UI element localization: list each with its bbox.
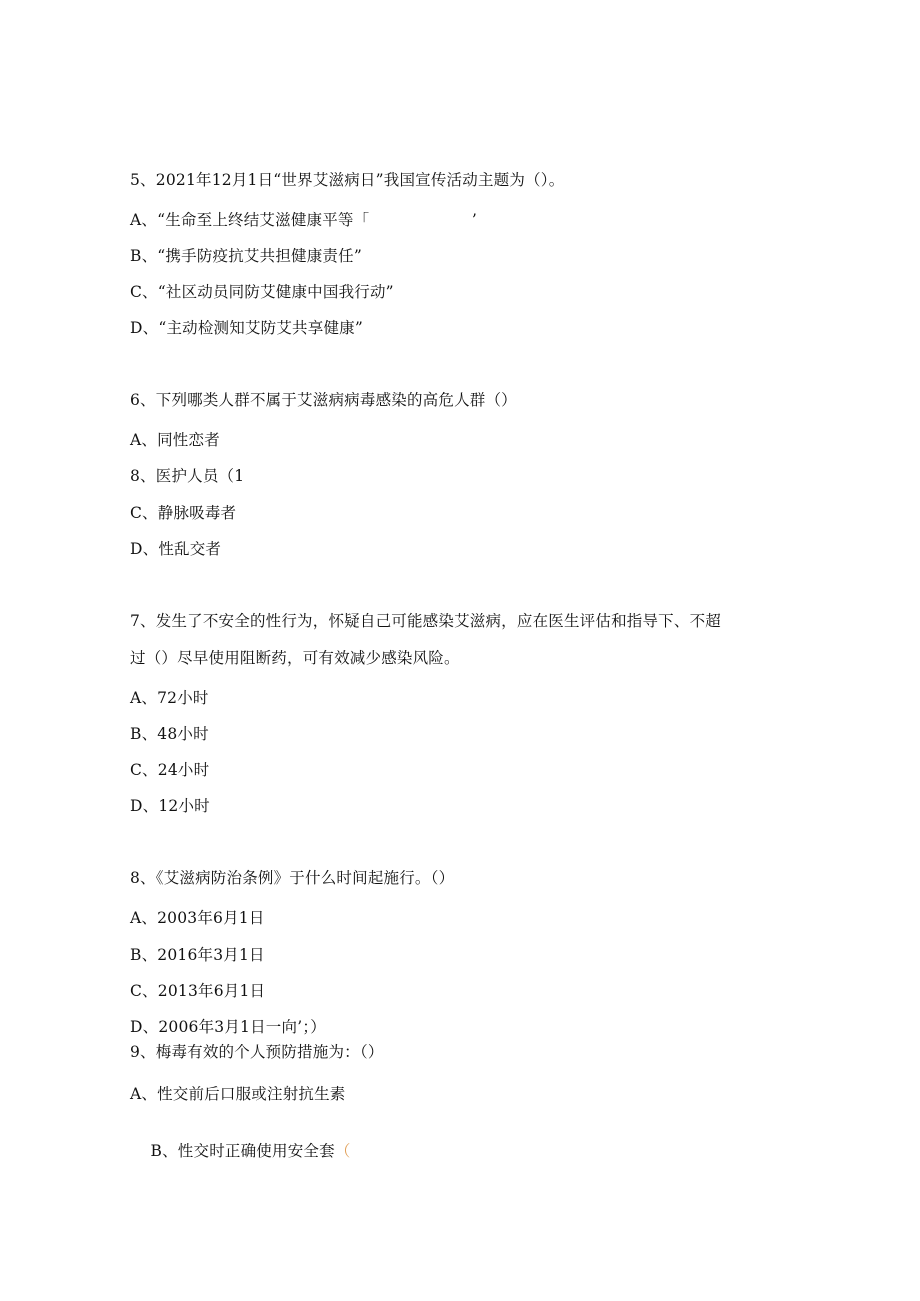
question-9-option-a: A、性交前后口服或注射抗生素 bbox=[130, 1085, 346, 1103]
question-7-stem-line-2: 过（）尽早使用阻断药，可有效减少感染风险。 bbox=[130, 649, 460, 667]
question-5-option-a: A、“生命至上终结艾滋健康平等「 ’ bbox=[130, 211, 477, 229]
question-7-option-a: A、72小时 bbox=[130, 689, 209, 707]
question-8-option-a: A、2003年6月1日 bbox=[130, 909, 265, 927]
trailing-mark: （ bbox=[334, 1142, 351, 1160]
question-7-option-c: C、24小时 bbox=[130, 761, 210, 779]
question-5-option-d: D、“主动检测知艾防艾共享健康” bbox=[130, 319, 363, 337]
question-6-stem: 6、下列哪类人群不属于艾滋病病毒感染的高危人群（） bbox=[130, 391, 517, 409]
question-5-option-b: B、“携手防疫抗艾共担健康责任” bbox=[130, 247, 362, 265]
question-6-option-b: 8、医护人员（1 bbox=[130, 467, 245, 485]
question-6-option-c: C、静脉吸毒者 bbox=[130, 504, 237, 522]
question-9-option-b: B、性交时正确使用安全套 bbox=[150, 1142, 335, 1160]
question-7-stem-line-1: 7、发生了不安全的性行为，怀疑自己可能感染艾滋病，应在医生评估和指导下、不超 bbox=[130, 612, 721, 630]
question-8-option-b: B、2016年3月1日 bbox=[130, 946, 265, 964]
question-8-stem: 8、《艾滋病防治条例》于什么时间起施行。（） bbox=[130, 869, 455, 887]
question-7-option-d: D、12小时 bbox=[130, 797, 210, 815]
question-8-option-c: C、2013年6月1日 bbox=[130, 982, 266, 1000]
question-5-option-c: C、“社区动员同防艾健康中国我行动” bbox=[130, 283, 394, 301]
question-6-option-d: D、性乱交者 bbox=[130, 540, 222, 558]
question-9-stem: 9、梅毒有效的个人预防措施为：（） bbox=[130, 1043, 384, 1061]
question-7-option-b: B、48小时 bbox=[130, 725, 209, 743]
question-6-option-a: A、同性恋者 bbox=[130, 431, 220, 449]
question-9-option-b-row bbox=[130, 1121, 351, 1181]
question-8-option-d: D、2006年3月1日一向’；） bbox=[130, 1018, 326, 1036]
question-5-stem: 5、2021年12月1日“世界艾滋病日”我国宣传活动主题为（）。 bbox=[130, 171, 565, 189]
